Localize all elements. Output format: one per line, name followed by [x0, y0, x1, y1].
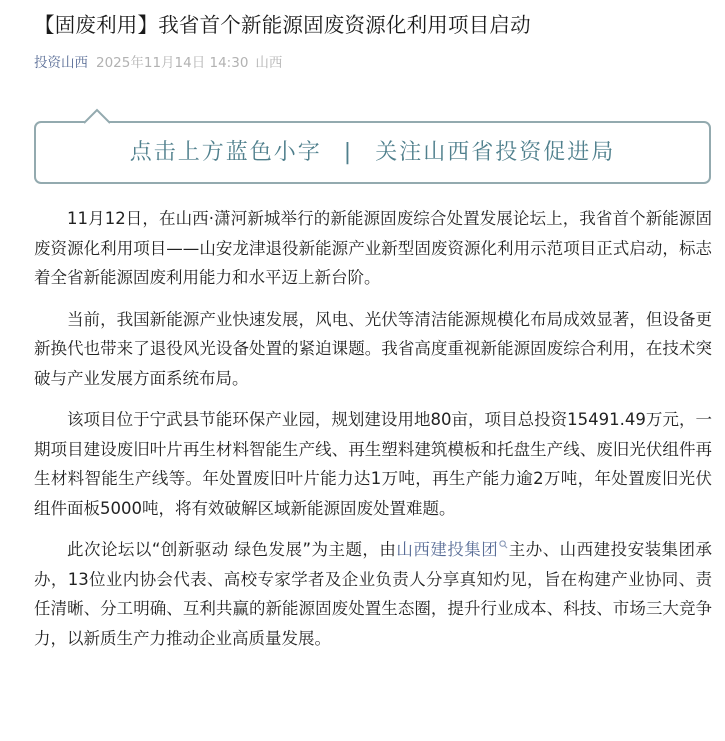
article-title: 【固废利用】我省首个新能源固废资源化利用项目启动 [34, 13, 531, 37]
publish-time: 2025年11月14日 14:30 [96, 55, 249, 71]
paragraph: 11月12日，在山西·潇河新城举行的新能源固废综合处置发展论坛上，我省首个新能源固废资源化利用项目——山安龙津退役新能源产业新型固废资源化利用示范项目正式启动，标志着全省新能源固废利用能力和水平迈上新台阶。 [34, 209, 712, 287]
article-meta [34, 54, 289, 72]
paragraph: 该项目位于宁武县节能环保产业园，规划建设用地80亩，项目总投资15491.49万元，一期项目建设废旧叶片再生材料智能生产线、再生塑料建筑模板和托盘生产线、废旧光伏组件再生材料智能生产线等。年处置废旧叶片能力达1万吨，再生产能力逾2万吨，年处置废旧光伏组件面板5000吨，将有效破解区域新能源固废处置难题。 [34, 410, 712, 518]
paragraph [34, 535, 712, 653]
publish-location: 山西 [255, 55, 283, 71]
paragraph-text: 主办、山西建投安装集团承办，13位业内协会代表、高校专家学者及企业负责人分享真知灼见，旨在构建产业协同、责任清晰、分工明确、互利共赢的新能源固废处置生态圈，提升行业成本、科技、市场三大竞争力，以新质生产力推动企业高质量发展。 [34, 540, 713, 648]
banner-left-text: 点击上方蓝色小字 [129, 140, 322, 165]
search-link-shanxi-jiantou[interactable] [396, 540, 508, 559]
search-link-label: 山西建投集团 [396, 540, 499, 559]
paragraph: 当前，我国新能源产业快速发展，风电、光伏等清洁能源规模化布局成效显著，但设备更新换代也带来了退役风光设备处置的紧迫课题。我省高度重视新能源固废综合利用，在技术突破与产业发展方面系统布局。 [34, 309, 712, 388]
follow-banner-text [36, 138, 709, 168]
search-icon [499, 540, 508, 549]
author-link[interactable]: 投资山西 [34, 55, 88, 71]
follow-banner[interactable] [34, 121, 711, 184]
article-body [34, 204, 712, 665]
paragraph-text: 此次论坛以“创新驱动 绿色发展”为主题，由 [67, 540, 397, 559]
banner-right-text: 关注山西省投资促进局 [375, 140, 616, 165]
banner-separator: | [343, 140, 354, 165]
